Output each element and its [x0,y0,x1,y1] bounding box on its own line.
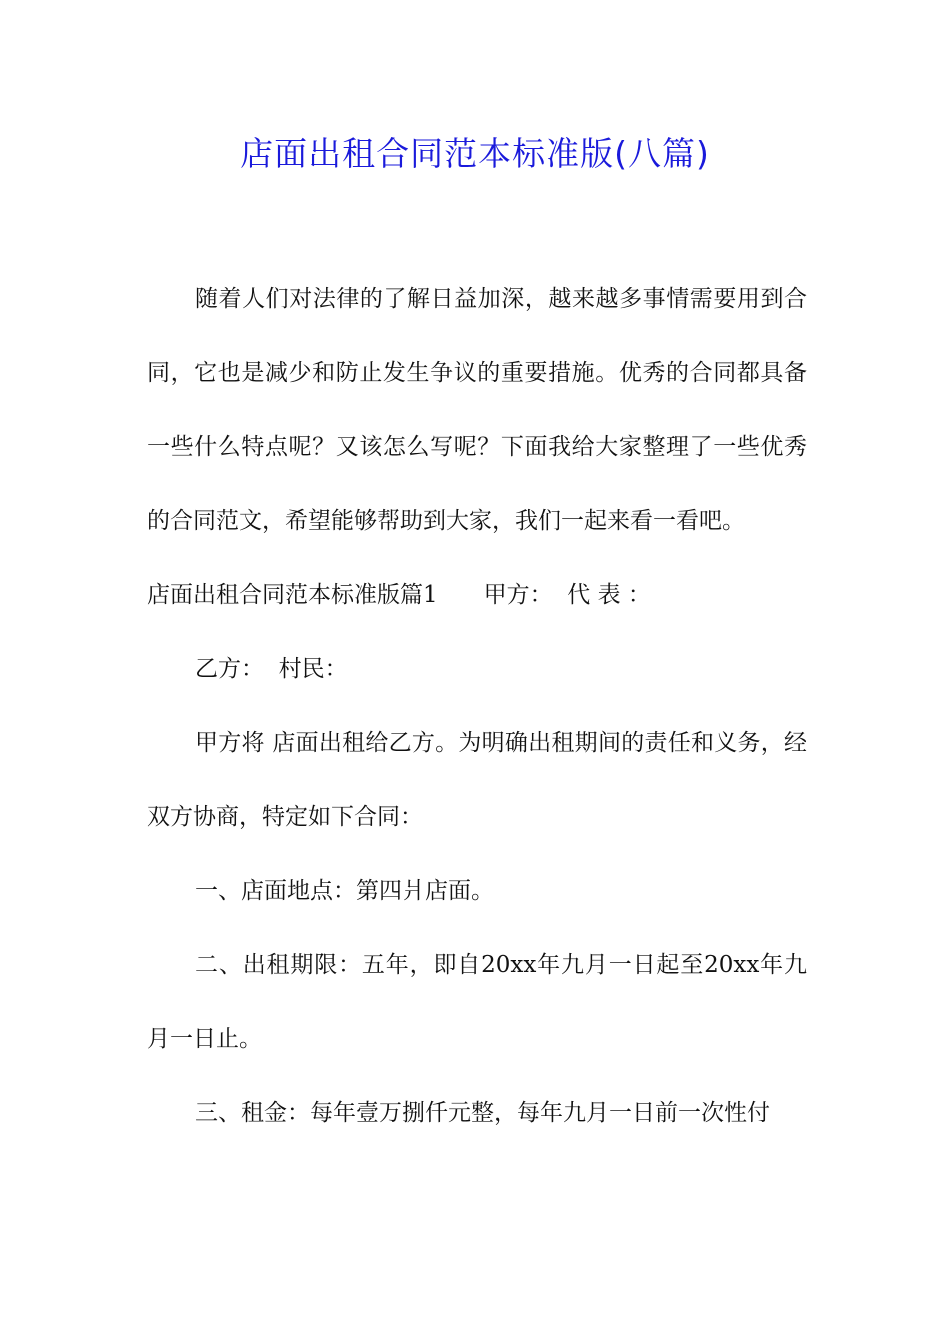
clause-rent: 三、租金：每年壹万捌仟元整，每年九月一日前一次性付 [195,1100,770,1126]
purpose-paragraph: 甲方将 店面出租给乙方。为明确出租期间的责任和义务，经双方协商，特定如下合同： [147,730,807,830]
section-heading: 店面出租合同范本标准版篇1 [147,582,438,608]
party-b-line: 乙方： 村民： [195,656,348,682]
clause-location: 一、店面地点：第四爿店面。 [195,878,494,904]
document-body [147,262,807,1150]
section-heading-line [147,558,807,632]
party-a-line: 甲方： 代 表 ： [483,582,651,608]
clause-term: 二、出租期限：五年，即自20xx年九月一日起至20xx年九月一日止。 [147,952,807,1052]
intro-paragraph: 随着人们对法律的了解日益加深，越来越多事情需要用到合同，它也是减少和防止发生争议的重要措施。优秀的合同都具备一些什么特点呢？又该怎么写呢？下面我给大家整理了一些优秀的合同范文，希望能够帮助到大家，我们一起来看一看吧。 [147,286,807,534]
document-title: 店面出租合同范本标准版(八篇) [240,134,710,173]
